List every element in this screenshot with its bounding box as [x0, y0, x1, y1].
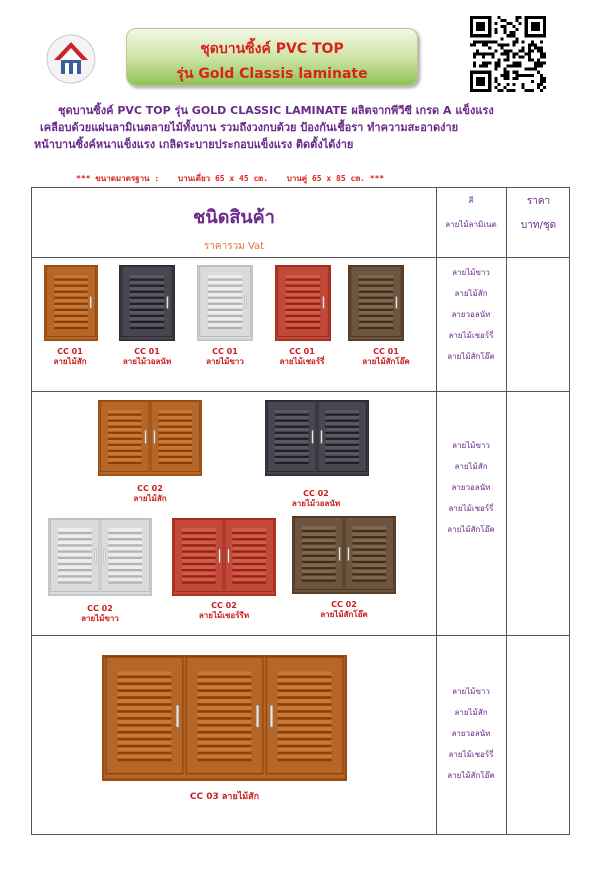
color-list [436, 435, 506, 540]
color-list [436, 262, 506, 367]
color-option: ลายไม้ขาว [452, 268, 490, 277]
standard-sizes [76, 172, 398, 185]
color-option: ลายไม้สักโอ๊ค [447, 352, 495, 361]
color-column-header: สี [468, 196, 474, 205]
product-code: CC 02 [137, 484, 163, 493]
page-title: ชุดบานซิ้งค์ PVC TOP [200, 41, 344, 57]
qr-code[interactable] [470, 16, 546, 92]
color-column-subheader: ลายไม้ลามิเนต [445, 220, 497, 229]
color-option: ลายวอลนัท [451, 483, 491, 492]
product-name: ลายไม้สัก [53, 357, 87, 366]
size-single: บานเดี่ยว 65 x 45 cm. [177, 174, 268, 183]
product-code: CC 02 [303, 489, 329, 498]
door-cc01-teak [44, 265, 98, 341]
product-name: ลายไม้สักโอ๊ค [362, 357, 410, 366]
product-table [31, 187, 570, 835]
color-option: ลายไม้ขาว [452, 441, 490, 450]
product-code: CC 01 [373, 347, 399, 356]
color-option: ลายไม้สัก [454, 289, 488, 298]
product-name: ลายไม้ขาว [206, 357, 244, 366]
product-name: ลายไม้สัก [133, 494, 167, 503]
color-list [436, 681, 506, 786]
door-cc02-walnut [265, 400, 369, 476]
company-logo [44, 34, 98, 84]
intro-line: เคลือบด้วยแผ่นลามิเนตลายไม้ทั้งบาน รวมถึงวงกบด้วย ป้องกันเชื้อรา ทำความสะอาดง่าย [40, 121, 459, 134]
product-name: ลายไม้เชอร์รี่ [279, 357, 325, 366]
intro-line: ชุดบานซิ้งค์ PVC TOP รุ่น GOLD CLASSIC LAMINATE ผลิตจากพีวีซี เกรด A แข็งแรง [58, 104, 494, 117]
color-option: ลายไม้สักโอ๊ค [447, 525, 495, 534]
color-option: ลายไม้สัก [454, 708, 488, 717]
door-cc02-cherry [172, 518, 276, 596]
door-cc01-oak [348, 265, 404, 341]
product-column-header: ชนิดสินค้า [193, 207, 275, 228]
door-cc02-teak [98, 400, 202, 476]
product-code: CC 01 [134, 347, 160, 356]
product-name: ลายไม้ขาว [81, 614, 119, 623]
product-label [50, 604, 150, 624]
color-option: ลายไม้สัก [454, 462, 488, 471]
color-option: ลายไม้เชอร์รี่ [448, 331, 494, 340]
product-code: CC 01 [57, 347, 83, 356]
door-cc03-teak [102, 655, 347, 781]
product-name: ลายไม้วอลนัท [291, 499, 341, 508]
column-divider [506, 188, 507, 834]
door-cc02-white [48, 518, 152, 596]
size-double: บานคู่ 65 x 85 cm. *** [286, 174, 385, 183]
price-includes-vat: ราคารวม Vat [203, 241, 265, 252]
product-code: CC 01 [212, 347, 238, 356]
intro-text [34, 102, 564, 153]
page-subtitle: รุ่น Gold Classis laminate [176, 66, 368, 82]
sizes-prefix: *** ขนาดมาตรฐาน : [76, 174, 160, 183]
product-name: ลายไม้เชอร์รีท [198, 611, 250, 620]
color-option: ลายวอลนัท [451, 310, 491, 319]
product-label [40, 347, 100, 367]
product-code: CC 02 [87, 604, 113, 613]
row-divider [32, 257, 569, 258]
product-code: CC 01 [289, 347, 315, 356]
product-name: ลายไม้วอลนัท [122, 357, 172, 366]
color-option: ลายไม้เชอร์รี่ [448, 504, 494, 513]
product-label [107, 347, 187, 367]
product-label [172, 601, 276, 621]
product-code: CC 02 [331, 600, 357, 609]
product-name: ลายไม้สักโอ๊ค [320, 610, 368, 619]
page-title-banner [126, 28, 418, 86]
product-label [100, 484, 200, 504]
intro-line: หน้าบานซิ้งค์หนาแข็งแรง เกลิดระบายประกอบแข็งแรง ติดตั้งได้ง่าย [34, 138, 354, 151]
product-code: CC 02 [211, 601, 237, 610]
door-cc01-cherry [275, 265, 331, 341]
row-divider [32, 635, 569, 636]
product-label: CC 03 ลายไม้สัก [189, 792, 260, 802]
color-option: ลายไม้ขาว [452, 687, 490, 696]
product-label [262, 347, 342, 367]
door-cc02-oak [292, 516, 396, 594]
color-option: ลายไม้เชอร์รี่ [448, 750, 494, 759]
product-label [190, 347, 260, 367]
door-cc01-white [197, 265, 253, 341]
door-cc01-walnut [119, 265, 175, 341]
price-column-subheader: บาท/ชุด [520, 220, 557, 231]
product-label [344, 347, 428, 367]
color-option: ลายไม้สักโอ๊ค [447, 771, 495, 780]
product-label [266, 489, 366, 509]
price-column-header: ราคา [526, 196, 551, 207]
product-label [292, 600, 396, 620]
color-option: ลายวอลนัท [451, 729, 491, 738]
row-divider [32, 391, 569, 392]
